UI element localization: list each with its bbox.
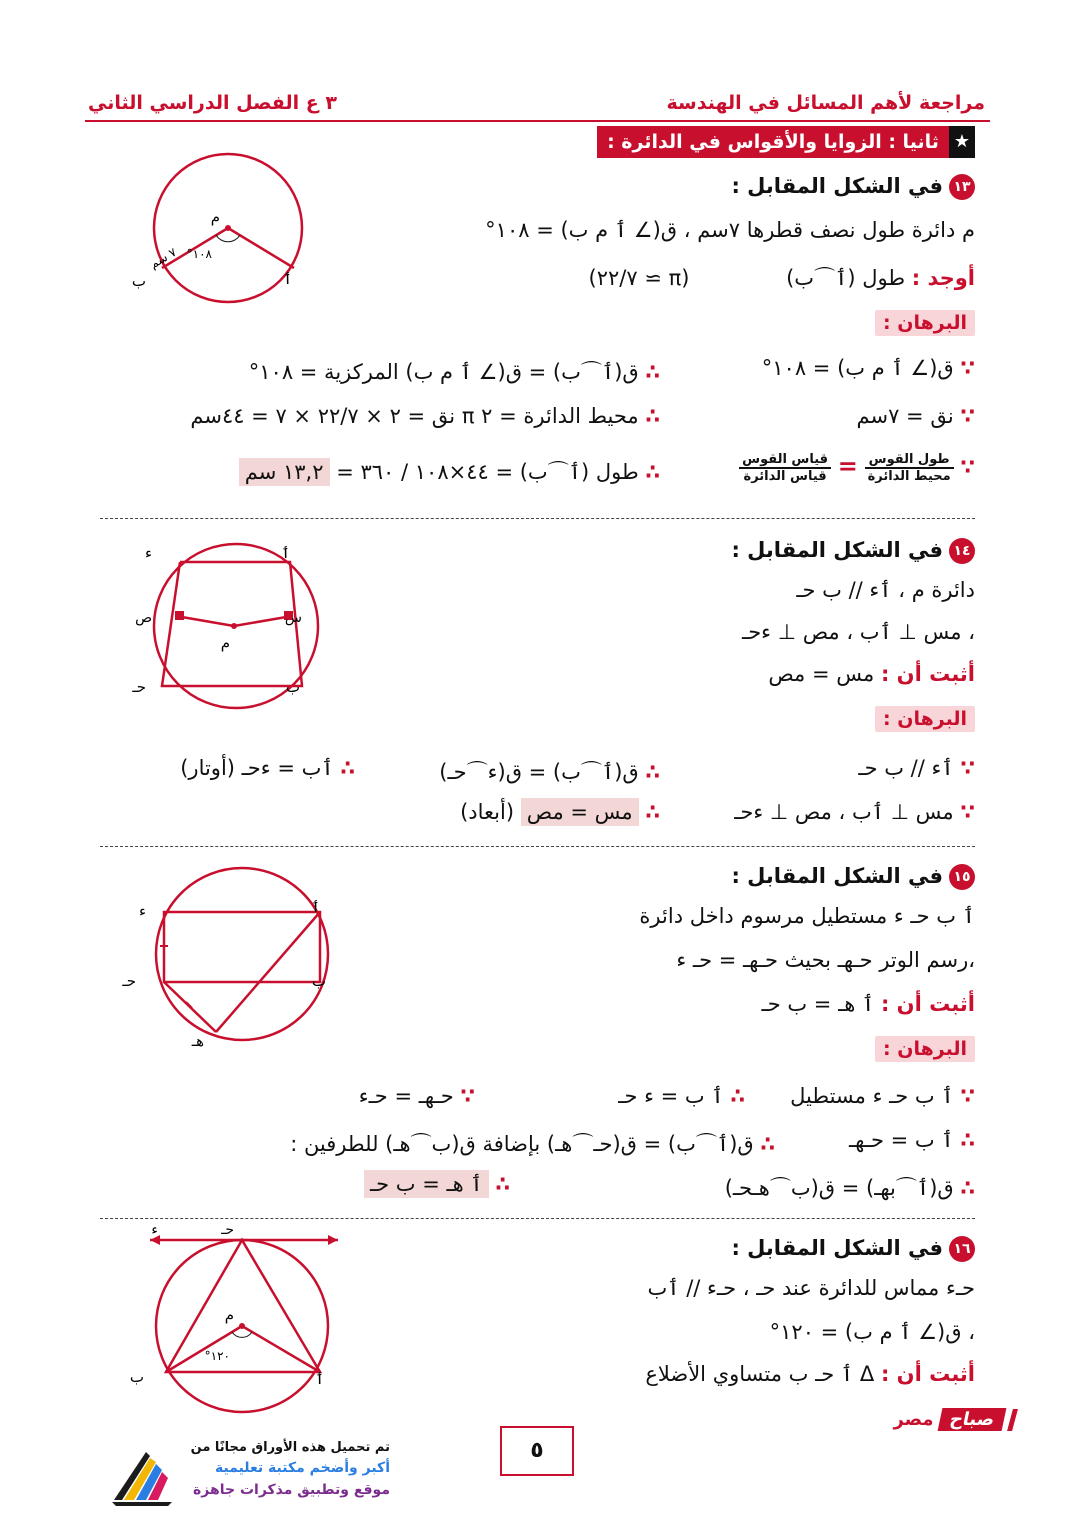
prove-text: مس = مص [768,662,875,686]
find-text: طول (ٲ⌒ب) [786,266,906,290]
find-label: أوجد : [911,266,975,290]
p13-row2a [857,404,975,428]
p14-proof-badge: البرهان : [875,706,975,732]
label-a: ٲ [283,270,292,288]
label-a: ٲ [311,898,320,916]
center-point [239,1323,245,1329]
p14-r1b [439,756,660,786]
p14-figure [132,540,340,715]
p15-given-2: ،رسم الوتر حـهـ بحيث حـهـ = حـ ء [676,948,975,972]
header-rule [85,120,990,122]
because-sign: ∵ [960,404,975,428]
p14-answer: مس = مص [521,798,639,826]
label-b: ب [311,972,326,990]
separator [100,518,975,519]
radius-ma [242,1326,320,1372]
p14-r1c [180,756,355,780]
therefore-sign: ∴ [645,404,660,428]
label-m: م [220,634,230,652]
frac-top: طول القوس [865,452,954,469]
label-d: ء [151,1222,158,1238]
p14-r1a-text: ٲء // ب حـ [858,756,954,780]
therefore-sign: ∴ [960,1128,975,1152]
p14-r1b-text: ق(ٲ⌒ب) = ق(ء⌒حـ) [439,760,639,784]
fraction-measure [739,452,831,484]
p13-row3b [239,456,660,486]
promo-line-1: تم تحميل هذه الأوراق مجانًا من [190,1440,390,1455]
section-title-text: ثانيا : الزوايا والأقواس في الدائرة : [597,126,949,158]
label-m: م [224,1306,234,1324]
circle [156,868,328,1040]
p15-figure [122,856,352,1051]
therefore-sign: ∴ [495,1172,510,1196]
label-a: ٲ [315,1370,324,1388]
p14-given-1: دائرة م ، ٲء // ب حـ [796,578,975,602]
p13-r1a-text: ق(∠ ٲ م ب) = ١٠٨° [761,356,954,380]
problem-13-heading: في الشكل المقابل : [731,174,943,198]
segment-ms [176,616,234,626]
problem-16-title [731,1236,975,1262]
p13-row3a [739,452,975,484]
radius-ma [228,228,294,268]
p14-r1a [858,756,975,780]
label-angle: ١٢٠° [204,1349,230,1363]
p14-given-2: ، مس ⊥ ٲب ، مص ⊥ ءحـ [742,620,975,644]
therefore-sign: ∴ [960,1176,975,1200]
because-sign: ∵ [460,1084,475,1108]
angle-arc [216,235,240,242]
p13-row1a [762,356,975,380]
prove-text: ٲ هـ = ب حـ [761,992,875,1016]
problem-14-heading: في الشكل المقابل : [731,538,943,562]
p15-r1c-text: حـهـ = حـء [358,1084,454,1108]
star-icon: ★ [949,126,975,158]
because-sign: ∵ [960,356,975,380]
therefore-sign: ∴ [645,800,660,824]
label-b: ب [129,1368,144,1386]
separator [100,846,975,847]
prove-label: أثبت أن : [880,1362,975,1386]
logo-bar [1007,1409,1018,1431]
label-e: هـ [191,1032,204,1050]
p15-r3a-text: ق(ٲ⌒بهـ) = ق(ب⌒هـحـ) [724,1176,954,1200]
problem-14-number: ١٤ [949,538,975,564]
right-angle-mark [175,611,184,620]
prove-label: أثبت أن : [880,992,975,1016]
footer-promo [110,1440,390,1510]
p15-r1b-text: ٲ ب = ء حـ [618,1084,724,1108]
arrowhead [328,1235,338,1245]
label-m: م [210,208,220,226]
label-c: حـ [221,1222,234,1238]
label-d: ء [144,544,152,562]
equals-sign: = [837,452,858,480]
p14-r2a [734,800,975,824]
problem-15-title [731,864,975,890]
p14-r2a-text: مس ⊥ ٲب ، مص ⊥ ءحـ [734,800,954,824]
prove-text: Δ ٲ حـ ب متساوي الأضلاع [645,1362,875,1386]
therefore-sign: ∴ [645,760,660,784]
p16-prove [645,1362,975,1386]
p13-r3b-text: طول (ٲ⌒ب) = ٤٤×١٠٨ / ٣٦٠ = [336,460,639,484]
section-title [597,126,975,158]
problem-15-heading: في الشكل المقابل : [731,864,943,888]
p13-r1b-text: ق(ٲ⌒ب) = ق(∠ ٲ م ب) المركزية = ١٠٨° [248,360,639,384]
p14-r2c-text: (أبعاد) [460,800,515,824]
therefore-sign: ∴ [645,460,660,484]
p15-r2a-text: ٲ ب = حـهـ [849,1128,954,1152]
problem-14-title [731,538,975,564]
p15-r1a [790,1084,975,1108]
p13-row1b [249,356,660,386]
p13-r2b-text: محيط الدائرة = ٢ π نق = ٢ × ٢٢/٧ × ٧ = ٤٤سم [190,404,639,428]
center-point [231,623,237,629]
problem-16-heading: في الشكل المقابل : [731,1236,943,1260]
brand-logo [893,1408,1015,1431]
segment-mp [234,616,292,626]
p15-r2b [290,1128,775,1158]
p14-r1c-text: ٲب = ءحـ (أوتار) [180,756,334,780]
problem-16-number: ١٦ [949,1236,975,1262]
problem-15-number: ١٥ [949,864,975,890]
p15-r3a [725,1172,975,1202]
label-b: ب [285,678,300,696]
books-logo-icon [110,1446,180,1506]
p13-answer: ١٣,٢ سم [239,458,330,486]
brand-name-2: مصر [893,1409,934,1430]
problem-13-number: ١٣ [949,174,975,200]
brand-name-1: صباح [937,1408,1006,1431]
fraction-length [865,452,954,484]
p14-r2b [460,800,660,824]
label-c: حـ [122,972,136,990]
p13-given: م دائرة طول نصف قطرها ٧سم ، ق(∠ ٲ م ب) = ١٠٨° [485,218,975,242]
p16-given-1: حـء مماس للدائرة عند حـ ، حـء // ٲب [647,1276,975,1300]
pi-note: (π ≃ ٢٢/٧) [588,266,690,290]
separator [100,1218,975,1219]
center-point [225,225,231,231]
p15-answer: ٲ هـ = ب حـ [364,1170,489,1198]
therefore-sign: ∴ [760,1132,775,1156]
p15-r1a-text: ٲ ب حـ ء مستطيل [790,1084,954,1108]
because-sign: ∵ [960,800,975,824]
label-c: حـ [132,678,146,696]
label-s: س [284,610,302,626]
p13-figure [131,150,330,310]
label-angle: ١٠٨° [186,247,212,261]
p13-row2b [190,404,660,428]
prove-label: أثبت أن : [880,662,975,686]
label-sad: ص [135,610,152,626]
label-b: ب [131,272,146,290]
because-sign: ∵ [960,455,975,479]
promo-line-3: موقع وتطبيق مذكرات جاهزة [193,1482,390,1498]
p15-r3b [364,1172,510,1196]
p13-proof-badge: البرهان : [875,310,975,336]
therefore-sign: ∴ [645,360,660,384]
frac-bottom: محيط الدائرة [867,469,951,484]
label-a: ٲ [281,544,290,562]
promo-line-2: أكبر وأضخم مكتبة تعليمية [215,1460,390,1476]
label-radius: ٧ سم [147,244,179,272]
p13-r2a-text: نق = ٧سم [856,404,954,428]
rectangle [164,912,320,982]
p15-given-1: ٲ ب حـ ء مستطيل مرسوم داخل دائرة [639,904,975,928]
therefore-sign: ∴ [730,1084,745,1108]
label-d: ء [138,902,146,920]
problem-13-title [731,174,975,200]
frac-top: قياس القوس [739,452,831,469]
page-number: ٥ [500,1426,574,1476]
header-title: مراجعة لأهم المسائل في الهندسة [666,92,985,114]
p15-proof-badge: البرهان : [875,1036,975,1062]
p15-r1c [359,1084,475,1108]
therefore-sign: ∴ [340,756,355,780]
p15-r1b [618,1084,745,1108]
because-sign: ∵ [960,1084,975,1108]
p13-find [588,262,975,292]
p14-prove [768,662,975,686]
angle-arc [232,1332,252,1337]
p16-figure [129,1222,350,1422]
frac-bottom: قياس الدائرة [743,469,827,484]
because-sign: ∵ [960,756,975,780]
p15-prove [762,992,975,1016]
p15-r2b-text: ق(ٲ⌒ب) = ق(حـ⌒هـ) بإضافة ق(ب⌒هـ) للطرفين : [290,1132,754,1156]
p15-r2a [849,1128,975,1152]
p16-given-2: ، ق(∠ ٲ م ب) = ١٢٠° [769,1320,975,1344]
header-term: ٣ ع الفصل الدراسي الثاني [88,92,337,114]
